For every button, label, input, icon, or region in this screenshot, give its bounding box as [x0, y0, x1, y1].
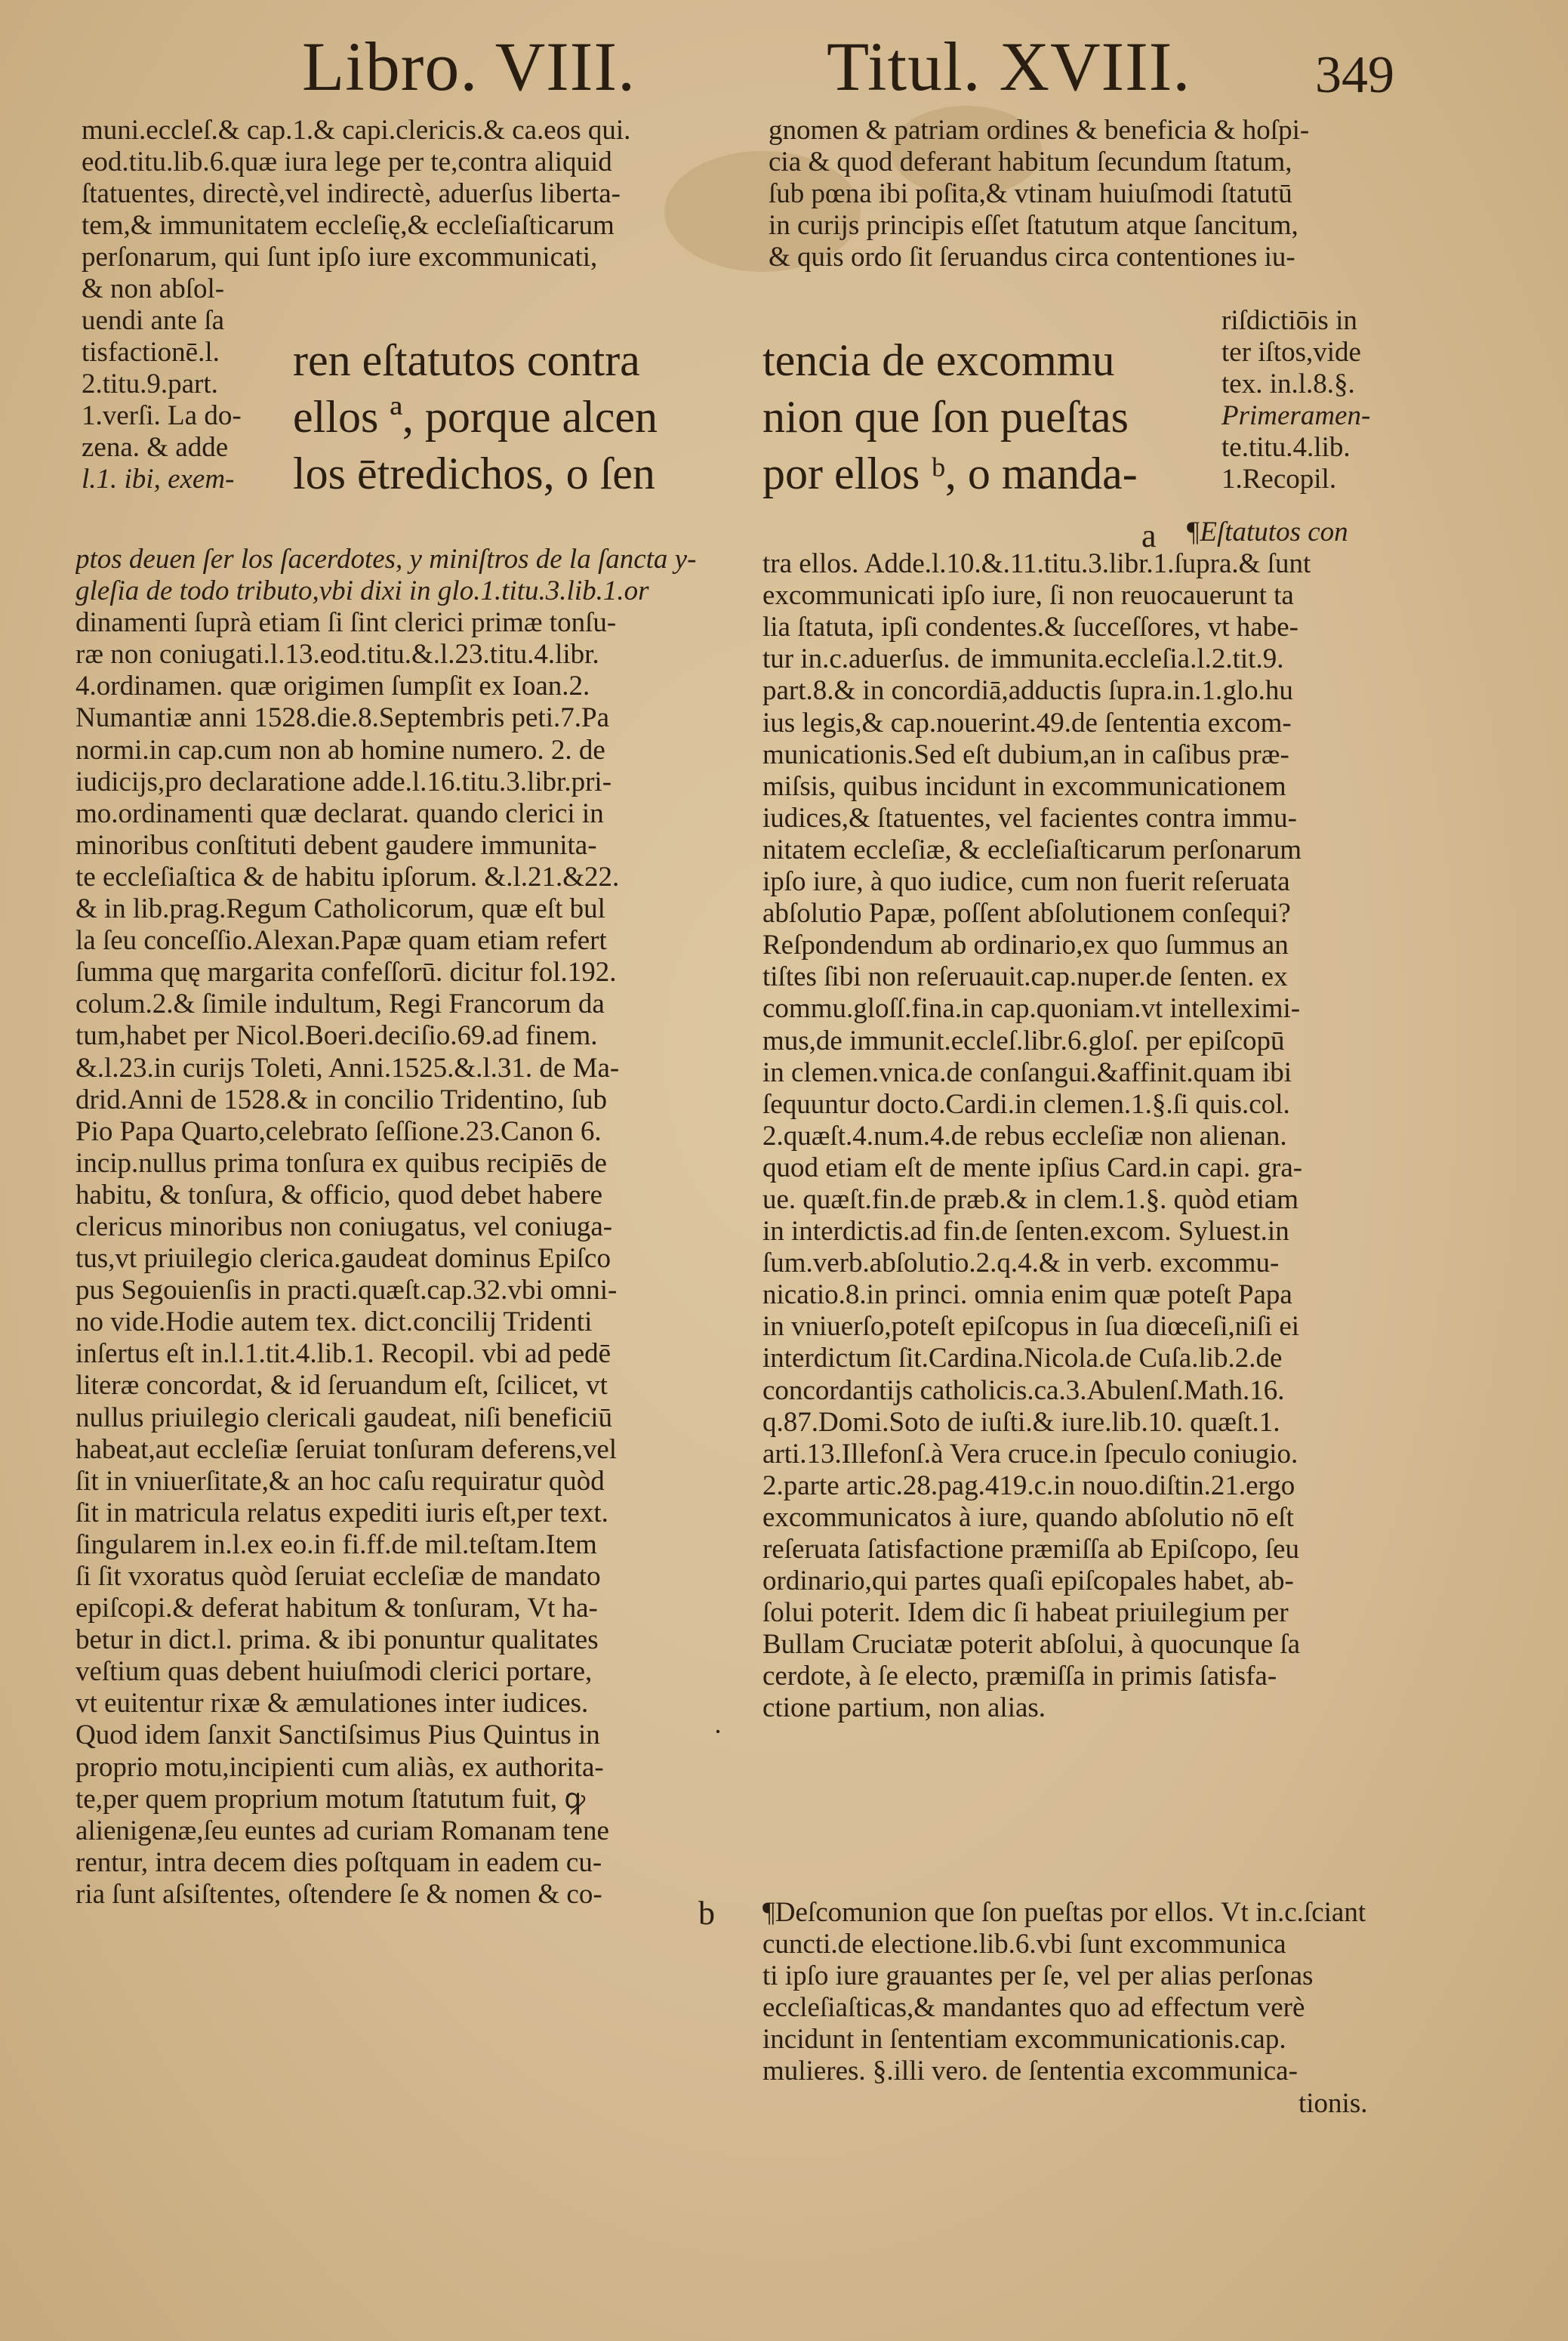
text-line: minoribus conſtituti debent gaudere immunita- [75, 829, 597, 861]
gloss-marker-b: b [698, 1895, 715, 1932]
text-line: 1.verſi. La do- [82, 400, 242, 432]
text-line: te,per quem proprium motum ſtatutum fuit, ꝙ [75, 1783, 586, 1815]
text-line: ue. quæſt.fin.de præb.& in clem.1.§. quòd etiam [762, 1183, 1299, 1215]
text-line: te.titu.4.lib. [1221, 432, 1351, 464]
main-text-line: ren eſtatutos contra [293, 335, 640, 385]
text-line: colum.2.& ſimile indultum, Regi Francorum da [75, 989, 605, 1020]
main-text-line: nion que ſon pueſtas [762, 392, 1129, 442]
text-line: drid.Anni de 1528.& in concilio Tridentino, ſub [75, 1084, 608, 1115]
stray-dot: · [713, 1716, 722, 1747]
main-text-line: los ētredichos, o ſen [293, 449, 655, 498]
text-line: & quis ordo ſit ſeruandus circa contentiones iu- [769, 242, 1295, 273]
text-line: eod.titu.lib.6.quæ iura lege per te,contra aliquid [82, 147, 612, 178]
gloss-heading-b: ¶Deſcomunion que ſon pueſtas por ellos. Vt in.c.ſciant [762, 1897, 1366, 1928]
text-line: habitu, & tonſura, & officio, quod debet habere [75, 1179, 603, 1211]
text-line: ius legis,& cap.nouerint.49.de ſententia excom- [762, 707, 1292, 739]
text-line: ctione partium, non alias. [762, 1692, 1046, 1724]
text-line: Pio Papa Quarto,celebrato ſeſſione.23.Canon 6. [75, 1115, 602, 1147]
text-line: nitatem eccleſiæ, & eccleſiaſticarum perſonarum [762, 834, 1302, 865]
text-line: reſeruata ſatisfactione præmiſſa ab Epiſcopo, ſeu [762, 1534, 1299, 1565]
text-line: incip.nullus prima tonſura ex quibus recipiēs de [75, 1147, 607, 1179]
text-line: iudices,& ſtatuentes, vel facientes contra immu- [762, 802, 1297, 834]
text-line: uendi ante ſa [82, 305, 225, 336]
text-line: no vide.Hodie autem tex. dict.concilij Tridenti [75, 1306, 593, 1338]
text-line: tra ellos. Adde.l.10.&.11.titu.3.libr.1.ſupra.& ſunt [762, 548, 1311, 580]
text-line: la ſeu conceſſio.Alexan.Papæ quam etiam refert [75, 925, 607, 957]
main-text-line: tencia de excommu [762, 335, 1115, 385]
gloss-right-narrow [1221, 305, 1444, 496]
text-line: Primeramen- [1221, 400, 1371, 432]
text-line: tur in.c.aduerſus. de immunita.eccleſia.l.2.tit.9. [762, 643, 1284, 675]
text-line: muni.eccleſ.& cap.1.& capi.clericis.& ca.eos qui. [82, 115, 631, 146]
text-line: ſit in matricula relatus expediti iuris eſt,per text. [75, 1497, 608, 1528]
text-line: habeat,aut eccleſiæ ſeruiat tonſuram deferens,vel [75, 1433, 618, 1465]
text-line: tum,habet per Nicol.Boeri.deciſio.69.ad finem. [75, 1020, 598, 1052]
text-line: riſdictiōis in [1221, 305, 1357, 336]
text-line: ræ non coniugati.l.13.eod.titu.&.l.23.titu.4.libr. [75, 639, 599, 671]
main-text-right [762, 332, 1138, 502]
text-line: tisfactionē.l. [82, 337, 220, 369]
gloss-left-top [82, 115, 731, 306]
main-text-line: por ellos ᵇ, o manda- [762, 449, 1138, 498]
text-line: ſolui poterit. Idem dic ſi habeat priuilegium per [762, 1597, 1289, 1629]
text-line: mulieres. §.illi vero. de ſententia excommunica- [762, 2056, 1298, 2087]
text-line: gleſia de todo tributo,vbi dixi in glo.1.titu.3.lib.1.or [75, 575, 649, 607]
text-line: cuncti.de electione.lib.6.vbi ſunt excommunica [762, 1929, 1286, 1960]
text-line: incidunt in ſententiam excommunicationis.cap. [762, 2024, 1286, 2056]
text-line: arti.13.Illefonſ.à Vera cruce.in ſpeculo coniugio. [762, 1438, 1298, 1470]
gloss-marker-a: a [1141, 517, 1157, 554]
running-head-title: Titul. XVIII. [827, 28, 1191, 105]
text-line: literæ concordat, & id ſeruandum eſt, ſcilicet, vt [75, 1370, 608, 1402]
text-line: part.8.& in concordiā,adductis ſupra.in.1.glo.hu [762, 675, 1293, 707]
text-line: ptos deuen ſer los ſacerdotes, y miniſtros de la ſancta y- [75, 544, 697, 575]
text-line: iudicijs,pro declaratione adde.l.16.titu.3.libr.pri- [75, 766, 612, 797]
text-line: gnomen & patriam ordines & beneficia & hoſpi- [769, 115, 1310, 146]
text-line: ſum.verb.abſolutio.2.q.4.& in verb. excommu- [762, 1248, 1280, 1279]
text-line: ti ipſo iure grauantes per ſe, vel per alias perſonas [762, 1960, 1314, 1992]
text-line: nicatio.8.in princi. omnia enim quæ poteſt Papa [762, 1279, 1292, 1311]
text-line: commu.gloſſ.fina.in cap.quoniam.vt intelleximi- [762, 993, 1301, 1025]
text-line: in vniuerſo,poteſt epiſcopus in ſua diœceſi,niſi ei [762, 1311, 1300, 1343]
text-line: 2.parte artic.28.pag.419.c.in nouo.diſtin.21.ergo [762, 1470, 1295, 1501]
text-line: l.1. ibi, exem- [82, 464, 235, 495]
text-line: zena. & adde [82, 432, 229, 464]
text-line: tus,vt priuilegio clerica.gaudeat dominus Epiſco [75, 1243, 611, 1275]
text-line: pus Segouienſis in practi.quæſt.cap.32.vbi omni- [75, 1275, 618, 1306]
text-line: excommunicatos à iure, quando abſolutio nō eſt [762, 1501, 1294, 1533]
text-line: q.87.Domi.Soto de iuſti.& iure.lib.10. quæſt.1. [762, 1406, 1280, 1438]
text-line: 2.quæſt.4.num.4.de rebus eccleſiæ non alienan. [762, 1120, 1287, 1152]
text-line: ſub pœna ibi poſita,& vtinam huiuſmodi ſtatutū [769, 178, 1292, 210]
text-line: veſtium quas debent huiuſmodi clerici portare, [75, 1656, 593, 1688]
text-line: 2.titu.9.part. [82, 369, 218, 400]
text-line: miſsis, quibus incidunt in excommunicationem [762, 770, 1286, 802]
text-line: clericus minoribus non coniugatus, vel coniuga- [75, 1211, 613, 1242]
text-line: eccleſiaſticas,& mandantes quo ad effectum verè [762, 1992, 1305, 2024]
text-line: concordantijs catholicis.ca.3.Abulenſ.Math.16. [762, 1374, 1285, 1406]
text-line: betur in dict.l. prima. & ibi ponuntur qualitates [75, 1624, 599, 1656]
text-line: ſi ſit vxoratus quòd ſeruiat eccleſiæ de mandato [75, 1561, 601, 1592]
text-line: Reſpondendum ab ordinario,ex quo ſummus an [762, 930, 1289, 961]
text-line: tionis. [1298, 2087, 1368, 2119]
text-line: in curijs principis eſſet ſtatutum atque ſancitum, [769, 210, 1298, 242]
gloss-left-narrow [82, 305, 254, 496]
text-line: ſtatuentes, directè,vel indirectè, aduerſus liberta- [82, 178, 621, 210]
gloss-right-top [769, 115, 1433, 273]
text-line: te eccleſiaſtica & de habitu ipſorum. &.l.21.&22. [75, 861, 620, 893]
text-line: & non abſol- [82, 273, 225, 305]
text-line: interdictum ſit.Cardina.Nicola.de Cuſa.lib.2.de [762, 1343, 1283, 1374]
text-line: ordinario,qui partes quaſi epiſcopales habet, ab- [762, 1565, 1294, 1597]
text-line: ſumma quę margarita confeſſorū. dicitur fol.192. [75, 957, 617, 989]
text-line: 1.Recopil. [1221, 464, 1337, 495]
text-line: cia & quod deferant habitum ſecundum ſtatum, [769, 147, 1292, 178]
gloss-right-body [762, 517, 1446, 1725]
text-line: inſertus eſt in.l.1.tit.4.lib.1. Recopil. vbi ad pedē [75, 1338, 611, 1370]
page-number: 349 [1315, 46, 1394, 104]
text-line: cerdote, à ſe electo, præmiſſa in primis ſatisfa- [762, 1661, 1277, 1692]
text-line: & in lib.prag.Regum Catholicorum, quæ eſt bul [75, 893, 605, 925]
text-line: Numantiæ anni 1528.die.8.Septembris peti.7.Pa [75, 702, 610, 734]
text-line: Bullam Cruciatæ poterit abſolui, à quocunque ſa [762, 1629, 1301, 1661]
text-line: ſit in vniuerſitate,& an hoc caſu requiratur quòd [75, 1465, 605, 1497]
text-line: proprio motu,incipienti cum aliàs, ex authorita- [75, 1751, 604, 1783]
text-line: tem,& immunitatem eccleſię,& eccleſiaſticarum [82, 210, 615, 242]
text-line: normi.in cap.cum non ab homine numero. 2. de [75, 734, 605, 766]
text-line: mo.ordinamenti quæ declarat. quando clerici in [75, 797, 604, 829]
text-line: municationis.Sed eſt dubium,an in caſibus præ- [762, 739, 1289, 770]
text-line: ſingularem in.l.ex eo.in fi.ff.de mil.teſtam.Item [75, 1528, 597, 1560]
text-line: ipſo iure, à quo iudice, cum non fuerit reſeruata [762, 866, 1290, 898]
text-line: nullus priuilegio clericali gaudeat, niſi beneficiū [75, 1402, 612, 1433]
text-line: 4.ordinamen. quæ origimen ſumpſit ex Ioan.2. [75, 671, 590, 702]
text-line: alienigenæ,ſeu euntes ad curiam Romanam tene [75, 1815, 609, 1846]
text-line: excommunicati ipſo iure, ſi non reuocauerunt ta [762, 580, 1294, 612]
text-line: &.l.23.in curijs Toleti, Anni.1525.&.l.31. de Ma- [75, 1052, 620, 1084]
running-head-book: Libro. VIII. [302, 28, 636, 105]
text-line: ter iſtos,vide [1221, 337, 1361, 369]
main-text-left [293, 332, 658, 502]
text-line: tiſtes ſibi non reſeruauit.cap.nuper.de ſenten. ex [762, 961, 1288, 993]
text-line: ria ſunt aſsiſtentes, oſtendere ſe & nomen & co- [75, 1878, 602, 1910]
text-line: ſequuntur docto.Cardi.in clemen.1.§.ſi quis.col. [762, 1088, 1290, 1120]
gloss-left-body [75, 544, 731, 1911]
text-line: epiſcopi.& deferat habitum & tonſuram, Vt ha- [75, 1593, 598, 1624]
text-line: in clemen.vnica.de conſangui.&affinit.quam ibi [762, 1056, 1292, 1088]
text-line: vt euitentur rixæ & æmulationes inter iudices. [75, 1688, 589, 1720]
text-line: in interdictis.ad fin.de ſenten.excom. Syluest.in [762, 1216, 1289, 1248]
text-line: dinamenti ſuprà etiam ſi ſint clerici primæ tonſu- [75, 607, 617, 639]
text-line: mus,de immunit.eccleſ.libr.6.gloſ. per epiſcopū [762, 1025, 1285, 1056]
text-line: tex. in.l.8.§. [1221, 369, 1355, 400]
text-line: lia ſtatuta, ipſi condentes.& ſucceſſores, vt habe- [762, 612, 1298, 643]
text-line: perſonarum, qui ſunt ipſo iure excommunicati, [82, 242, 598, 273]
gloss-heading-a: ¶Eſtatutos con [1185, 517, 1348, 547]
main-text-line: ellos ª, porque alcen [293, 392, 658, 442]
text-line: Quod idem ſanxit Sanctiſsimus Pius Quintus in [75, 1720, 600, 1751]
text-line: rentur, intra decem dies poſtquam in eadem cu- [75, 1846, 602, 1878]
text-line: quod etiam eſt de mente ipſius Card.in capi. gra- [762, 1152, 1303, 1183]
text-line: abſolutio Papæ, poſſent abſolutionem conſequi? [762, 898, 1291, 930]
gloss-right-b [762, 1897, 1446, 2120]
